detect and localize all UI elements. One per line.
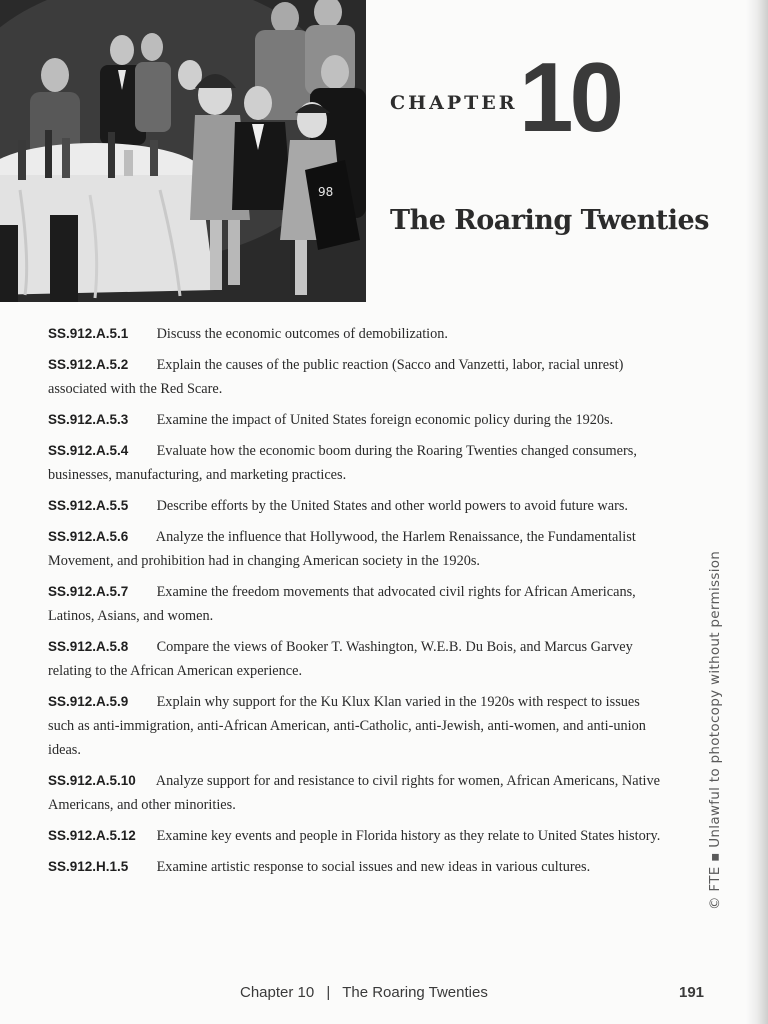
chapter-number: 10: [519, 42, 621, 152]
standard-item: [48, 855, 663, 879]
standard-item: [48, 494, 663, 518]
standard-code: SS.912.A.5.5: [48, 498, 129, 513]
chapter-photo: [0, 0, 366, 302]
footer-chapter-title: The Roaring Twenties: [342, 984, 488, 1001]
standard-text: Evaluate how the economic boom during the Roaring Twenties changed consumers, businesses, manufacturing, and marketing practices.: [48, 443, 637, 483]
standard-text: Discuss the economic outcomes of demobilization.: [156, 326, 449, 342]
standard-text: Explain why support for the Ku Klux Klan varied in the 1920s with respect to issues such as anti-immigration, anti-African American, anti-Catholic, anti-Jewish, anti-women, and anti-union ideas.: [48, 694, 646, 758]
chapter-title: The Roaring Twenties: [390, 205, 709, 236]
jersey-number: 98: [318, 185, 334, 199]
standards-list: [48, 322, 663, 886]
standard-text: Examine the impact of United States foreign economic policy during the 1920s.: [156, 412, 614, 428]
standard-item: [48, 439, 663, 487]
standard-code: SS.912.A.5.9: [48, 694, 129, 709]
standard-code: SS.912.A.5.4: [48, 443, 129, 458]
standard-code: SS.912.A.5.1: [48, 326, 129, 341]
standard-item: [48, 690, 663, 762]
standard-code: SS.912.A.5.8: [48, 639, 129, 654]
standard-code: SS.912.A.5.10: [48, 773, 136, 788]
page-gutter-shadow: [746, 0, 768, 1024]
standard-text: Examine the freedom movements that advocated civil rights for African Americans, Latinos, Asians, and women.: [48, 584, 636, 624]
standard-code: SS.912.H.1.5: [48, 859, 129, 874]
standard-item: [48, 322, 663, 346]
standard-code: SS.912.A.5.2: [48, 357, 129, 372]
footer-chapter-label: Chapter 10: [240, 984, 315, 1001]
standard-code: SS.912.A.5.7: [48, 584, 129, 599]
standard-code: SS.912.A.5.3: [48, 412, 129, 427]
standard-text: Analyze the influence that Hollywood, the Harlem Renaissance, the Fundamentalist Movement, and prohibition had in changing American society in the 1920s.: [48, 529, 636, 569]
chapter-label: CHAPTER: [390, 92, 518, 114]
standard-item: [48, 353, 663, 401]
standard-item: [48, 824, 663, 848]
standard-text: Describe efforts by the United States and other world powers to avoid future wars.: [156, 498, 628, 514]
footer-separator: |: [326, 984, 331, 1001]
standard-code: SS.912.A.5.6: [48, 529, 129, 544]
page-number: 191: [679, 984, 705, 1001]
copyright-notice: © FTE ▪ Unlawful to photocopy without permission: [707, 550, 723, 910]
standard-text: Explain the causes of the public reaction (Sacco and Vanzetti, labor, racial unrest) associated with the Red Scare.: [48, 357, 624, 397]
standard-item: [48, 408, 663, 432]
standard-text: Compare the views of Booker T. Washington, W.E.B. Du Bois, and Marcus Garvey relating to the African American experience.: [48, 639, 633, 679]
party-photo-illustration: [0, 0, 366, 302]
standard-text: Examine key events and people in Florida history as they relate to United States history.: [156, 828, 661, 844]
standard-code: SS.912.A.5.12: [48, 828, 136, 843]
standard-item: [48, 769, 663, 817]
standard-text: Examine artistic response to social issues and new ideas in various cultures.: [156, 859, 591, 875]
standard-item: [48, 525, 663, 573]
footer-running-head: [240, 984, 488, 1001]
standard-text: Analyze support for and resistance to civil rights for women, African Americans, Native Americans, and other minorities.: [48, 773, 661, 813]
standard-item: [48, 580, 663, 628]
standard-item: [48, 635, 663, 683]
